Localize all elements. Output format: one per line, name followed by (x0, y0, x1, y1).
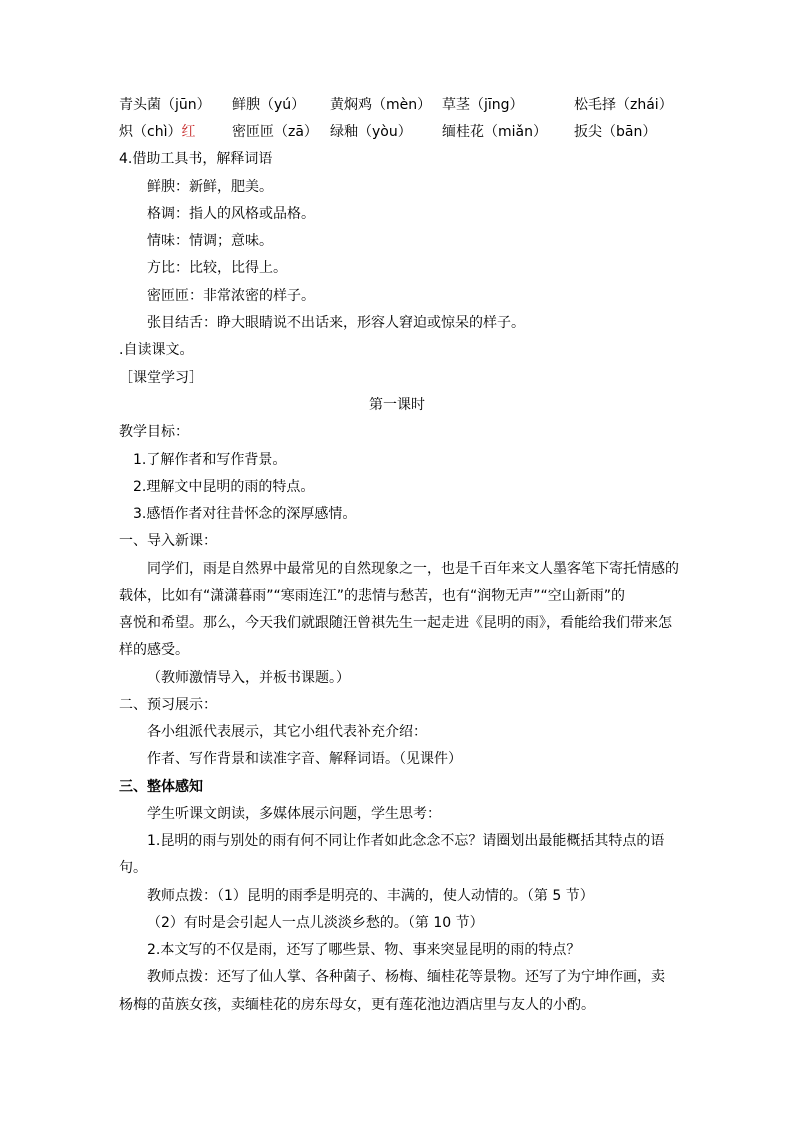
vocab-item: 草茎（jīng） (442, 97, 524, 113)
intro-note: （教师激情导入，并板书课题。） (147, 670, 350, 686)
definition-item: 格调：指人的风格或品格。 (147, 206, 315, 222)
self-read-line: .自读课文。 (119, 342, 194, 358)
definition-item: 张目结舌：睁大眼睛说不出话来，形容人窘迫或惊呆的样子。 (147, 315, 525, 331)
overall-heading: 三、整体感知 (119, 779, 203, 795)
intro-para-line: 载体，比如有“潇潇暮雨”“寒雨连江”的悲情与愁苦，也有“润物无声”“空山新雨”的 (119, 588, 626, 604)
definition-item: 情味：情调；意味。 (147, 233, 273, 249)
vocab-item: 密匝匝（zā） (232, 124, 318, 140)
question-line: 2.本文写的不仅是雨，还写了哪些景、物、事来突显昆明的雨的特点？ (147, 942, 581, 958)
vocab-red-suffix: 红 (181, 124, 196, 140)
answer-line: 杨梅的苗族女孩，卖缅桂花的房东母女，更有莲花池边酒店里与友人的小酌。 (119, 997, 595, 1013)
section-heading: 4.借助工具书，解释词语 (119, 151, 273, 167)
vocab-item: 缅桂花（miǎn） (442, 124, 547, 140)
definition-item: 密匝匝：非常浓密的样子。 (147, 288, 315, 304)
definition-item: 鲜腴：新鲜，肥美。 (147, 179, 273, 195)
preview-line: 作者、写作背景和读准字音、解释词语。（见课件） (147, 751, 462, 767)
vocab-item: 松毛择（zhái） (574, 97, 673, 113)
answer-line: 教师点拨：还写了仙人掌、各种菌子、杨梅、缅桂花等景物。还写了为宁坤作画，卖 (147, 969, 665, 985)
vocab-item: 黄焖鸡（mèn） (330, 97, 432, 113)
lesson-title: 第一课时 (369, 397, 425, 413)
intro-para-line: 样的感受。 (119, 642, 189, 658)
question-line: 1.昆明的雨与别处的雨有何不同让作者如此念念不忘？请圈划出最能概括其特点的语 (147, 833, 665, 849)
preview-line: 各小组派代表展示，其它小组代表补充介绍： (147, 724, 427, 740)
preview-heading: 二、预习展示： (119, 697, 217, 713)
vocab-item: 青头菌（jūn） (119, 97, 211, 113)
goals-heading: 教学目标： (119, 424, 189, 440)
classroom-label: ［课堂学习］ (119, 370, 203, 386)
definition-item: 方比：比较，比得上。 (147, 260, 287, 276)
goal-item: 3.感悟作者对往昔怀念的深厚感情。 (133, 506, 357, 522)
intro-para-line: 喜悦和希望。那么，今天我们就跟随汪曾祺先生一起走进《昆明的雨》，看能给我们带来怎 (119, 615, 672, 631)
answer-line: （2）有时是会引起人一点儿淡淡乡愁的。（第 10 节） (147, 915, 484, 931)
answer-line: 教师点拨：（1）昆明的雨季是明亮的、丰满的，使人动情的。（第 5 节） (147, 888, 594, 904)
intro-para-line: 同学们，雨是自然界中最常见的自然现象之一，也是千百年来文人墨客笔下寄托情感的 (147, 561, 679, 577)
vocab-text: 炽（chì） (119, 124, 182, 140)
intro-heading: 一、导入新课： (119, 533, 217, 549)
question-line: 句。 (119, 860, 147, 876)
goal-item: 1.了解作者和写作背景。 (133, 452, 287, 468)
vocab-item (119, 122, 195, 142)
vocab-item: 鲜腴（yú） (232, 97, 306, 113)
vocab-item: 绿釉（yòu） (330, 124, 412, 140)
vocab-item: 扳尖（bān） (574, 124, 657, 140)
goal-item: 2.理解文中昆明的雨的特点。 (133, 479, 315, 495)
overall-line: 学生听课文朗读，多媒体展示问题，学生思考： (147, 806, 441, 822)
